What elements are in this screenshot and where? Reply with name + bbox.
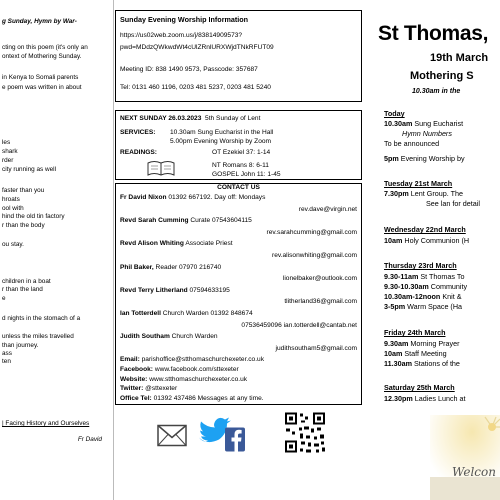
contact-line: Revd Alison Whiting Associate Priest [120, 240, 233, 248]
reading-ot: OT Ezekiel 37: 1-14 [212, 149, 271, 156]
contact-heading: CONTACT US [217, 184, 260, 191]
service-2: 5.00pm Evening Worship by Zoom [170, 138, 272, 145]
poem-line: faster than you [2, 187, 45, 194]
poem-line: ou stay. [2, 241, 24, 248]
today-item-4: 5pm Evening Worship by [384, 154, 465, 163]
contact-line: lionelbaker@outlook.com [282, 275, 357, 283]
poem-line: than journey. [2, 342, 39, 349]
twitter-facebook-icons[interactable] [195, 408, 247, 463]
contact-line: Facebook: www.facebook.com/sttexeter [120, 366, 239, 373]
poem-line: g Sunday, Hymn by War- [2, 18, 77, 25]
contact-line: Phil Baker, Reader 07970 216740 [120, 263, 222, 271]
poem-line: Fr David [77, 436, 102, 443]
saturday-item-1: 12.30pm Ladies Lunch at [384, 394, 466, 403]
contact-box [115, 183, 362, 405]
today-item-1: 10.30am Sung Eucharist [384, 119, 464, 128]
today-heading: Today [384, 109, 405, 118]
contact-line: Twitter: @sttexeter [120, 385, 178, 393]
thursday-heading: Thursday 23rd March [384, 261, 457, 270]
thursday-item-3: 10.30am-12noon Knit & [384, 292, 462, 301]
thursday-item-4: 3-5pm Warm Space (Ha [384, 302, 463, 311]
evening-worship-box [115, 10, 362, 102]
contact-line: Office Tel: 01392 437486 Messages at any time. [120, 394, 264, 402]
friday-heading: Friday 24th March [384, 328, 446, 337]
next-sunday-heading: NEXT SUNDAY 26.03.2023 5th Sunday of Lent [120, 115, 261, 122]
services-label: SERVICES: [120, 129, 156, 136]
meeting-id: Meeting ID: 838 1490 9573, Passcode: 357687 [120, 66, 258, 73]
poem-line: in Kenya to Somali parents [2, 74, 79, 81]
contact-line: judithsoutham5@gmail.com [275, 344, 357, 352]
poem-line: hind the old tin factory [2, 213, 65, 220]
poem-line: d nights in the stomach of a [2, 315, 81, 322]
info-column [115, 0, 362, 500]
hymn-numbers: Hymn Numbers [402, 129, 452, 138]
service-date: 19th March [430, 52, 489, 64]
zoom-phone: Tel: 0131 460 1196, 0203 481 5237, 0203 481 5240 [120, 84, 271, 91]
contact-line: rev.dave@virgin.net [298, 205, 357, 213]
contact-line: rev.alisonwhiting@gmail.com [272, 252, 357, 259]
evening-worship-heading: Sunday Evening Worship Information [120, 15, 249, 24]
contact-line: Judith Southam Church Warden [120, 333, 218, 341]
poem-line: e poem was written in about [2, 84, 82, 91]
contact-line: tlitherland36@gmail.com [284, 298, 357, 306]
bible-icon [146, 159, 176, 177]
zoom-link[interactable]: https://us02web.zoom.us/j/83814909573? [120, 32, 243, 39]
service-1: 10.30am Sung Eucharist in the Hall [170, 129, 274, 136]
poem-line: ass [2, 350, 12, 357]
poem-line: cting on this poem (it's only an [2, 44, 88, 51]
tuesday-heading: Tuesday 21st March [384, 179, 453, 188]
poem-line: shark [2, 148, 18, 155]
poem-column [0, 0, 112, 500]
contact-line: Fr David Nixon 01392 667192. Day off: Mondays [120, 194, 266, 201]
tuesday-item-1: 7.30pm Lent Group. The [384, 189, 463, 198]
poem-line: r than the land [2, 286, 43, 293]
poem-line: rder [2, 157, 14, 164]
poem-line: children in a boat [2, 278, 51, 285]
poem-line: les [2, 139, 11, 146]
contact-line: rev.sarahcumming@gmail.com [266, 228, 357, 236]
tuesday-item-2: See lan for detail [426, 199, 480, 208]
reading-nt: NT Romans 8: 6-11 [212, 162, 269, 169]
welcome-text: Welcon [452, 465, 496, 479]
friday-item-1: 9.30am Morning Prayer [384, 339, 460, 348]
welcome-sign-image [430, 415, 500, 500]
poem-line: ontext of Mothering Sunday. [2, 53, 82, 60]
contact-line: Revd Sarah Cumming Curate 07543604115 [120, 217, 252, 225]
contact-line: 07536459096 ian.totterdell@cantab.net [241, 321, 357, 329]
wednesday-item-1: 10am Holy Communion (H [384, 236, 470, 245]
front-page-column [372, 0, 500, 500]
poem-line: city running as well [2, 166, 56, 173]
poem-line: r than the body [2, 222, 45, 229]
church-title: St Thomas, [378, 22, 489, 45]
poem-line: unless the miles travelled [2, 333, 74, 340]
poem-line: hroats [2, 196, 20, 203]
next-sunday-box [115, 110, 362, 180]
contact-line: Website: www.stthomaschurchexeter.co.uk [120, 375, 248, 383]
zoom-password: pwd=MDdzQWkwdWt4cUlZRnlURXWjdTNkRFUT09 [120, 44, 274, 51]
contact-line: Revd Terry Litherland 07594633195 [120, 286, 230, 294]
envelope-icon[interactable] [155, 408, 189, 463]
poem-line: e [2, 295, 6, 302]
poem-line: | Facing History and Ourselves [2, 420, 90, 427]
contact-line: Email: parishoffice@stthomaschurchexeter.co.uk [120, 356, 265, 364]
reading-gospel: GOSPEL John 11: 1-45 [212, 171, 281, 178]
saturday-heading: Saturday 25th March [384, 383, 455, 392]
wednesday-heading: Wednesday 22nd March [384, 225, 466, 234]
poem-line: ten [2, 358, 11, 365]
time-note: 10.30am in the [412, 88, 461, 95]
qr-code-icon[interactable] [283, 405, 327, 460]
thursday-item-2: 9.30-10.30am Community [384, 282, 468, 291]
to-be-announced: To be announced [384, 139, 440, 148]
mothering-sunday: Mothering S [410, 70, 474, 82]
friday-item-3: 11.30am Stations of the [384, 359, 460, 368]
column-divider [113, 0, 114, 500]
friday-item-2: 10am Staff Meeting [384, 349, 447, 358]
thursday-item-1: 9.30-11am St Thomas To [384, 272, 465, 281]
contact-line: Ian Totterdell Church Warden 01392 848674 [120, 310, 253, 317]
readings-label: READINGS: [120, 149, 157, 156]
poem-line: ool with [2, 205, 24, 212]
